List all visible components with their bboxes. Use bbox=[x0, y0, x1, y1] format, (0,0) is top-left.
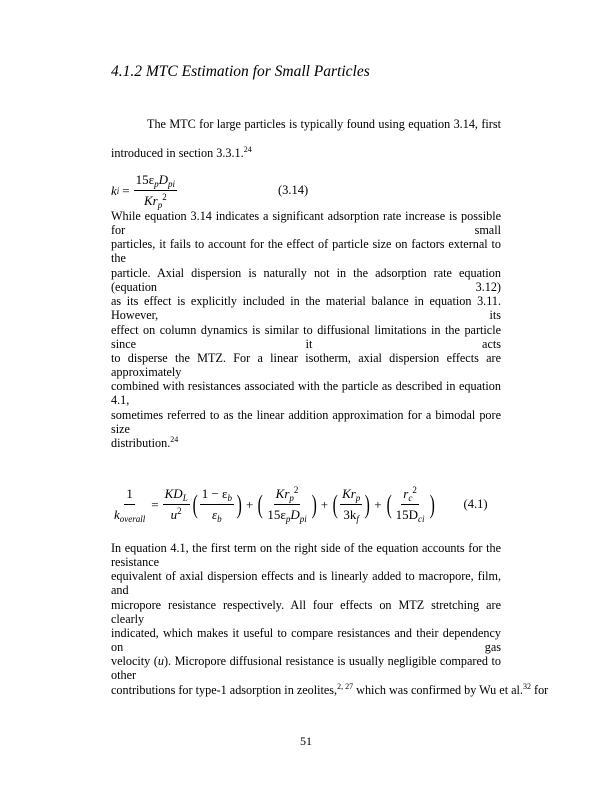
text-line: particle. Axial dispersion is naturally not in the adsorption rate equation (equation 3.12) bbox=[111, 265, 501, 294]
eq-symbol: 15ε bbox=[135, 172, 155, 187]
text-line: sometimes referred to as the linear addition approximation for a bimodal pore size bbox=[111, 407, 501, 436]
text-line: effect on column dynamics is similar to diffusional limitations in the particle since it acts bbox=[111, 322, 501, 351]
denominator bbox=[142, 191, 169, 209]
text-line: contributions for type-1 adsorption in zeolites,$^{2, 27}$ which was confirmed by Wu et al.$^{32}$ for bbox=[111, 681, 549, 697]
equation-number-4-1: (4.1) bbox=[463, 497, 488, 511]
fraction: $\frac{1 - \varepsilon_b}{\varepsilon_b}$ bbox=[201, 486, 232, 524]
text-line: equivalent of axial dispersion effects and is linearly added to macropore, film, and bbox=[111, 569, 501, 598]
right-paren: ) bbox=[364, 489, 371, 519]
right-paren: ) bbox=[311, 489, 317, 519]
equals-sign: = bbox=[122, 182, 130, 198]
left-paren: ( bbox=[257, 489, 264, 519]
equation-4-1 bbox=[111, 486, 487, 523]
page-number: 51 bbox=[300, 734, 312, 748]
text-line: to disperse the MTZ. For a linear isotherm, axial dispersion effects are approximately bbox=[111, 351, 501, 379]
left-paren: ( bbox=[192, 489, 198, 519]
eq-symbol: D bbox=[158, 172, 168, 187]
fraction bbox=[134, 172, 177, 209]
denominator: $k_{overall}$ bbox=[114, 507, 146, 524]
text-line: In equation 4.1, the first term on the right side of the equation accounts for the resistance bbox=[111, 541, 501, 569]
text-line: velocity (u). Micropore diffusional resistance is usually negligible compared to other bbox=[111, 654, 501, 683]
left-paren: ( bbox=[332, 489, 338, 519]
equation-number-3-14: (3.14) bbox=[278, 183, 309, 197]
fraction: $\frac{r_c^2}{15D_{ci}}$ bbox=[395, 485, 425, 524]
section-heading: 4.1.2 MTC Estimation for Small Particles bbox=[111, 63, 370, 80]
fraction: $\frac{Kr_p^2}{15\varepsilon_pD_{pi}}$ bbox=[267, 485, 307, 524]
numerator bbox=[134, 172, 177, 191]
equals-sign: = bbox=[151, 496, 159, 512]
left-paren: ( bbox=[386, 489, 392, 519]
fraction: $\frac{KD_L}{u^2}$ bbox=[164, 486, 188, 522]
text-line: micropore resistance respectively. All four effects on MTZ stretching are clearly bbox=[111, 597, 501, 626]
text-line: While equation 3.14 indicates a significant adsorption rate increase is possible for small bbox=[111, 209, 501, 237]
text-line: particles, it fails to account for the effect of particle size on factors external to the bbox=[111, 237, 501, 266]
eq-superscript: 2 bbox=[162, 192, 167, 202]
eq-symbol: k bbox=[111, 182, 117, 198]
eq-subscript: p bbox=[154, 179, 159, 189]
eq-symbol: Kr bbox=[143, 193, 158, 208]
text-line: distribution.$^{24}$ bbox=[111, 435, 179, 451]
text-line: as its effect is explicitly included in the material balance in equation 3.11. However, its bbox=[111, 294, 501, 323]
text-line: combined with resistances associated with the particle as described in equation 4.1, bbox=[111, 379, 501, 408]
numerator: 1 bbox=[124, 486, 135, 505]
plus-sign: + bbox=[246, 496, 254, 512]
plus-sign: + bbox=[374, 496, 382, 512]
eq-subscript: p bbox=[157, 200, 163, 210]
right-paren: ) bbox=[236, 489, 242, 519]
right-paren: ) bbox=[429, 489, 435, 519]
text-line: The MTC for large particles is typically found using equation 3.14, first bbox=[147, 117, 501, 131]
equation-3-14: k i = $\frac{15\varepsilon_pD_{pi}}{Kr_p^2}$ (3.14) bbox=[111, 172, 309, 210]
fraction bbox=[112, 486, 147, 523]
text-line: indicated, which makes it useful to compare resistances and their dependency on gas bbox=[111, 625, 501, 654]
text-line: introduced in section 3.3.1.24 bbox=[111, 145, 252, 160]
plus-sign: + bbox=[320, 496, 329, 512]
fraction: $\frac{Kr_p}{3k_f}$ bbox=[342, 486, 361, 524]
eq-subscript: pi bbox=[168, 179, 176, 189]
